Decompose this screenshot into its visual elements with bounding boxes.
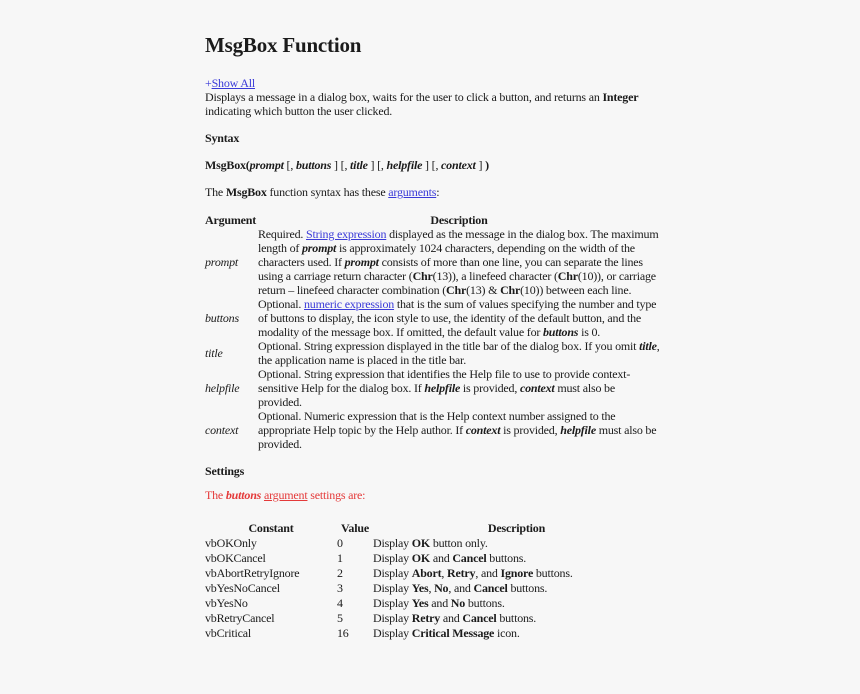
text-run: Display: [373, 581, 412, 595]
text-run: indicating which button the user clicked.: [205, 104, 393, 118]
text-run: prompt: [249, 158, 284, 172]
text-run: and: [440, 611, 463, 625]
text-run: buttons.: [533, 566, 573, 580]
settings-lead: [205, 488, 671, 502]
document-content: [205, 34, 671, 641]
text-run: buttons.: [496, 611, 537, 625]
text-run: No: [434, 581, 449, 595]
text-run: Display: [373, 611, 412, 625]
text-run: prompt: [344, 255, 379, 269]
text-run: Chr: [446, 283, 467, 297]
setting-value: 1: [337, 551, 343, 565]
setting-description: [373, 581, 660, 596]
arguments-link[interactable]: arguments: [388, 185, 437, 199]
text-run: that is the sum of values specifying the number and type of buttons to display, the icon style to use, the identity of the default button, and the modality of the message box. If omitted, the default value for: [258, 297, 657, 339]
setting-constant: vbRetryCancel: [205, 611, 275, 625]
numeric-expression-link[interactable]: numeric expression: [304, 297, 395, 311]
text-run: function syntax has these: [266, 185, 389, 199]
argument-name: context: [205, 423, 239, 437]
string-expression-link[interactable]: String expression: [306, 227, 387, 241]
text-run: is approximately 1024 characters, depending on the width of the characters used. If: [258, 241, 635, 269]
setting-constant: vbOKOnly: [205, 536, 257, 550]
settings-table-header-value: Value: [341, 521, 369, 535]
text-run: OK: [411, 551, 431, 565]
text-run: settings are:: [307, 488, 366, 502]
text-run: Chr: [557, 269, 578, 283]
text-run: , and: [475, 566, 501, 580]
argument-name: title: [205, 346, 223, 360]
text-run: displayed as the message in the dialog box. The maximum length of: [258, 227, 659, 255]
text-run: title: [350, 158, 368, 172]
text-run: MsgBox: [225, 185, 267, 199]
text-run: (10)), or carriage return – linefeed character combination (: [258, 269, 656, 297]
expand-plus-icon: +: [205, 76, 212, 90]
text-run: The: [205, 488, 226, 502]
text-run: The: [205, 185, 226, 199]
text-run: , the application name is placed in the title bar.: [258, 339, 660, 367]
setting-description: [373, 566, 660, 581]
intro-paragraph: [205, 90, 671, 118]
text-run: Required.: [258, 227, 306, 241]
text-run: buttons: [295, 158, 332, 172]
text-run: must also be provided.: [258, 381, 615, 409]
setting-constant: vbCritical: [205, 626, 251, 640]
argument-description: [258, 339, 660, 367]
setting-description: [373, 626, 660, 641]
text-run: ] [,: [331, 158, 351, 172]
text-run: icon.: [494, 626, 520, 640]
page-title: MsgBox Function: [205, 33, 362, 57]
text-run: Optional.: [258, 297, 304, 311]
setting-value: 2: [337, 566, 343, 580]
argument-name: buttons: [205, 311, 239, 325]
text-run: buttons.: [507, 581, 548, 595]
syntax-heading: Syntax: [205, 131, 240, 145]
text-run: is provided,: [500, 423, 561, 437]
text-run: context: [465, 423, 501, 437]
syntax-lead: [205, 185, 671, 199]
argument-description: [258, 297, 660, 339]
setting-constant: vbAbortRetryIgnore: [205, 566, 300, 580]
text-run: buttons.: [486, 551, 527, 565]
text-run: MsgBox(: [205, 158, 250, 172]
setting-description: [373, 596, 660, 611]
argument-name: helpfile: [205, 381, 240, 395]
setting-constant: vbYesNoCancel: [205, 581, 280, 595]
text-run: Displays a message in a dialog box, waits for the user to click a button, and returns an: [205, 90, 603, 104]
text-run: , and: [448, 581, 474, 595]
text-run: is 0.: [578, 325, 601, 339]
text-run: Ignore: [500, 566, 534, 580]
text-run: Retry: [447, 566, 476, 580]
argument-description: [258, 227, 660, 297]
text-run: buttons.: [465, 596, 505, 610]
text-run: Cancel: [462, 611, 497, 625]
settings-table-header-constant: Constant: [248, 521, 294, 535]
text-run: Cancel: [452, 551, 487, 565]
text-run: title: [639, 339, 657, 353]
setting-constant: vbYesNo: [205, 596, 248, 610]
settings-table: [205, 521, 660, 641]
text-run: Integer: [602, 90, 639, 104]
text-run: consists of more than one line, you can separate the lines using a carriage return character (: [258, 255, 643, 283]
text-run: Retry: [411, 611, 441, 625]
text-run: Yes: [411, 596, 429, 610]
setting-value: 0: [337, 536, 343, 550]
text-run: Optional. String expression that identifies the Help file to use to provide context-sensitive Help for the dialog box. If: [258, 367, 631, 395]
text-run: and: [430, 551, 453, 565]
argument-description: [258, 367, 660, 409]
text-run: helpfile: [560, 423, 596, 437]
syntax-signature: [205, 158, 671, 172]
text-run: :: [436, 185, 440, 199]
text-run: (13)), a linefeed character (: [432, 269, 558, 283]
text-run: ]: [475, 158, 486, 172]
text-run: (13) &: [466, 283, 501, 297]
text-run: Chr: [500, 283, 521, 297]
show-all-link[interactable]: Show All: [211, 76, 255, 90]
text-run: context: [519, 381, 555, 395]
text-run: Chr: [412, 269, 433, 283]
text-run: must also be provided.: [258, 423, 657, 451]
text-run: ): [485, 158, 489, 172]
text-run: buttons: [225, 488, 262, 502]
text-run: (10)) between each line.: [520, 283, 632, 297]
argument-name: prompt: [205, 255, 239, 269]
setting-value: 3: [337, 581, 343, 595]
setting-value: 5: [337, 611, 343, 625]
text-run: Yes: [411, 581, 429, 595]
setting-description: [373, 536, 660, 551]
text-run: OK: [411, 536, 431, 550]
text-run: Display: [373, 626, 412, 640]
text-run: ,: [428, 581, 435, 595]
setting-constant: vbOKCancel: [205, 551, 266, 565]
text-run: [,: [283, 158, 296, 172]
settings-table-header-description: Description: [487, 521, 546, 535]
settings-heading: Settings: [205, 464, 245, 478]
arguments-table-header-argument: Argument: [205, 213, 257, 227]
argument-description: [258, 409, 660, 451]
text-run: No: [450, 596, 466, 610]
show-all-row: [205, 76, 671, 90]
text-run: ] [,: [367, 158, 387, 172]
text-run: ] [,: [422, 158, 442, 172]
text-run: Abort: [411, 566, 442, 580]
setting-value: 4: [337, 596, 343, 610]
text-run: Display: [373, 596, 412, 610]
setting-description: [373, 611, 660, 626]
text-run: prompt: [302, 241, 337, 255]
setting-description: [373, 551, 660, 566]
text-run: Optional. Numeric expression that is the Help context number assigned to the appropriate Help topic by the Help author. If: [258, 409, 616, 437]
arguments-table: [205, 213, 660, 451]
text-run: helpfile: [386, 158, 423, 172]
setting-value: 16: [337, 626, 349, 640]
text-run: and: [428, 596, 451, 610]
argument-link[interactable]: argument: [263, 488, 308, 502]
text-run: Cancel: [473, 581, 508, 595]
text-run: button only.: [430, 536, 488, 550]
text-run: helpfile: [424, 381, 461, 395]
text-run: is provided,: [460, 381, 520, 395]
text-run: Display: [373, 536, 412, 550]
text-run: Optional. String expression displayed in the title bar of the dialog box. If you omit: [258, 339, 640, 353]
text-run: Display: [373, 566, 412, 580]
arguments-table-header-description: Description: [430, 213, 488, 227]
text-run: Critical Message: [411, 626, 495, 640]
text-run: context: [441, 158, 476, 172]
text-run: buttons: [542, 325, 579, 339]
text-run: ,: [441, 566, 448, 580]
text-run: Display: [373, 551, 412, 565]
